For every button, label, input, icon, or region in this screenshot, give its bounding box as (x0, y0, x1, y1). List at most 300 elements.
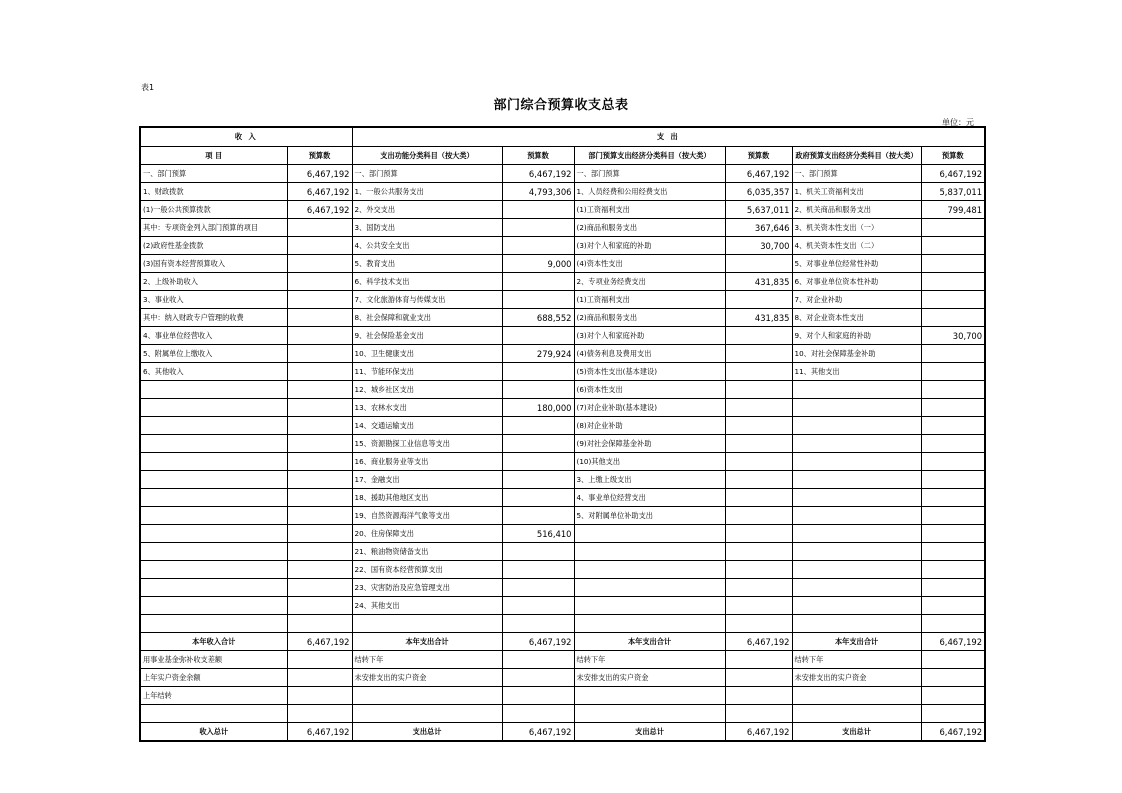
dept-budget-cell (725, 651, 792, 669)
income-group-label: 收 入 (234, 132, 258, 141)
func-item-cell: 10、卫生健康支出 (352, 345, 502, 363)
income-budget-cell: 6,467,192 (287, 201, 352, 219)
table-row (140, 399, 985, 417)
dept-budget-cell (725, 453, 792, 471)
table-row (140, 363, 985, 381)
gov-budget-cell (921, 543, 985, 561)
gov-budget-cell: 30,700 (921, 327, 985, 345)
dept-item-cell (574, 705, 725, 723)
table-row (140, 525, 985, 543)
gov-budget-cell (921, 219, 985, 237)
gov-budget-cell: 799,481 (921, 201, 985, 219)
income-item-cell: 用事业基金弥补收支差额 (140, 651, 287, 669)
dept-item-cell (574, 561, 725, 579)
income-item-cell (140, 705, 287, 723)
func-item-cell: 15、资源勘探工业信息等支出 (352, 435, 502, 453)
table-row (140, 345, 985, 363)
func-item-cell: 22、国有资本经营预算支出 (352, 561, 502, 579)
func-budget-cell: 6,467,192 (502, 633, 574, 651)
table-row (140, 327, 985, 345)
income-budget-cell (287, 399, 352, 417)
income-item-cell (140, 489, 287, 507)
dept-budget-cell (725, 597, 792, 615)
table-number: 表1 (141, 83, 155, 92)
gov-item-cell: 5、对事业单位经常性补助 (792, 255, 921, 273)
func-budget-cell (502, 507, 574, 525)
gov-budget-cell (921, 309, 985, 327)
col-gov-header: 政府预算支出经济分类科目（按大类） (792, 147, 921, 165)
dept-item-cell: 结转下年 (574, 651, 725, 669)
func-budget-cell (502, 435, 574, 453)
gov-budget-cell (921, 255, 985, 273)
func-budget-cell: 9,000 (502, 255, 574, 273)
dept-item-cell: (4)资本性支出 (574, 255, 725, 273)
table-row (140, 453, 985, 471)
column-header-row (140, 147, 985, 165)
table-row (140, 615, 985, 633)
func-item-cell (352, 705, 502, 723)
gov-item-cell (792, 597, 921, 615)
income-budget-cell (287, 669, 352, 687)
dept-item-cell (574, 687, 725, 705)
table-row (140, 651, 985, 669)
func-item-cell: 16、商业服务业等支出 (352, 453, 502, 471)
gov-item-cell (792, 507, 921, 525)
gov-budget-cell (921, 471, 985, 489)
func-budget-cell: 6,467,192 (502, 723, 574, 742)
income-budget-cell (287, 615, 352, 633)
dept-item-cell (574, 525, 725, 543)
expense-group-label: 支 出 (656, 132, 680, 141)
func-budget-cell (502, 651, 574, 669)
func-item-cell: 20、住房保障支出 (352, 525, 502, 543)
income-budget-cell (287, 237, 352, 255)
func-item-cell: 结转下年 (352, 651, 502, 669)
income-budget-cell (287, 561, 352, 579)
dept-item-cell: (2)商品和服务支出 (574, 219, 725, 237)
func-budget-cell (502, 327, 574, 345)
income-group-header (140, 127, 352, 147)
table-row (140, 219, 985, 237)
func-item-cell: 21、粮油物资储备支出 (352, 543, 502, 561)
income-item-cell: 6、其他收入 (140, 363, 287, 381)
dept-item-cell: (1)工资福利支出 (574, 201, 725, 219)
budget-summary-table (139, 126, 986, 742)
col-dept-budget-header: 预算数 (725, 147, 792, 165)
gov-item-cell (792, 579, 921, 597)
table-row (140, 417, 985, 435)
gov-item-cell (792, 417, 921, 435)
dept-budget-cell (725, 507, 792, 525)
dept-item-cell: 未安排支出的实户资金 (574, 669, 725, 687)
income-item-cell (140, 399, 287, 417)
gov-budget-cell (921, 561, 985, 579)
gov-item-cell: 结转下年 (792, 651, 921, 669)
income-item-cell (140, 597, 287, 615)
income-budget-cell (287, 687, 352, 705)
dept-budget-cell (725, 471, 792, 489)
func-budget-cell (502, 363, 574, 381)
gov-budget-cell: 6,467,192 (921, 165, 985, 183)
table-row (140, 669, 985, 687)
gov-item-cell (792, 435, 921, 453)
gov-budget-cell (921, 291, 985, 309)
income-budget-cell (287, 291, 352, 309)
dept-item-cell: (3)对个人和家庭的补助 (574, 237, 725, 255)
func-item-cell: 未安排支出的实户资金 (352, 669, 502, 687)
func-budget-cell (502, 453, 574, 471)
func-budget-cell (502, 615, 574, 633)
func-item-cell: 本年支出合计 (352, 633, 502, 651)
income-budget-cell (287, 489, 352, 507)
dept-item-cell: (6)资本性支出 (574, 381, 725, 399)
gov-budget-cell (921, 453, 985, 471)
table-row (140, 291, 985, 309)
dept-budget-cell (725, 543, 792, 561)
func-budget-cell (502, 687, 574, 705)
income-item-cell: 一、部门预算 (140, 165, 287, 183)
income-budget-cell (287, 453, 352, 471)
income-budget-cell (287, 363, 352, 381)
gov-item-cell: 7、对企业补助 (792, 291, 921, 309)
gov-budget-cell (921, 381, 985, 399)
dept-item-cell: 5、对附属单位补助支出 (574, 507, 725, 525)
income-budget-cell (287, 417, 352, 435)
dept-item-cell: (4)债务利息及费用支出 (574, 345, 725, 363)
dept-item-cell (574, 579, 725, 597)
table-row (140, 471, 985, 489)
gov-budget-cell: 5,837,011 (921, 183, 985, 201)
income-item-cell (140, 453, 287, 471)
table-row (140, 597, 985, 615)
income-item-cell: 4、事业单位经营收入 (140, 327, 287, 345)
table-row (140, 705, 985, 723)
dept-budget-cell: 6,467,192 (725, 723, 792, 742)
gov-item-cell: 未安排支出的实户资金 (792, 669, 921, 687)
dept-budget-cell (725, 417, 792, 435)
dept-item-cell: 2、专项业务经费支出 (574, 273, 725, 291)
gov-budget-cell (921, 579, 985, 597)
dept-item-cell: 4、事业单位经营支出 (574, 489, 725, 507)
func-item-cell: 23、灾害防治及应急管理支出 (352, 579, 502, 597)
func-budget-cell: 180,000 (502, 399, 574, 417)
income-budget-cell: 6,467,192 (287, 165, 352, 183)
func-item-cell: 12、城乡社区支出 (352, 381, 502, 399)
func-item-cell: 6、科学技术支出 (352, 273, 502, 291)
income-item-cell: (1)一般公共预算拨款 (140, 201, 287, 219)
func-item-cell: 1、一般公共服务支出 (352, 183, 502, 201)
func-budget-cell (502, 579, 574, 597)
dept-item-cell: 3、上缴上级支出 (574, 471, 725, 489)
gov-item-cell (792, 705, 921, 723)
income-budget-cell (287, 309, 352, 327)
income-item-cell (140, 435, 287, 453)
income-item-cell: 其中：纳入财政专户管理的收费 (140, 309, 287, 327)
gov-budget-cell (921, 615, 985, 633)
income-item-cell (140, 381, 287, 399)
gov-item-cell: 4、机关资本性支出（二） (792, 237, 921, 255)
dept-item-cell: (7)对企业补助(基本建设) (574, 399, 725, 417)
gov-item-cell: 1、机关工资福利支出 (792, 183, 921, 201)
func-budget-cell (502, 291, 574, 309)
table-row (140, 183, 985, 201)
grand-total-row (140, 723, 985, 742)
gov-budget-cell (921, 345, 985, 363)
income-budget-cell: 6,467,192 (287, 723, 352, 742)
unit-label: 单位：元 (942, 118, 974, 127)
table-row (140, 165, 985, 183)
group-header-row (140, 127, 985, 147)
col-item-header: 项 目 (140, 147, 287, 165)
gov-budget-cell (921, 669, 985, 687)
table-row (140, 543, 985, 561)
gov-item-cell (792, 453, 921, 471)
gov-budget-cell (921, 597, 985, 615)
income-item-cell: 收入总计 (140, 723, 287, 742)
table-row (140, 237, 985, 255)
income-item-cell: 2、上级补助收入 (140, 273, 287, 291)
income-budget-cell (287, 345, 352, 363)
dept-item-cell: 支出总计 (574, 723, 725, 742)
table-row (140, 273, 985, 291)
func-item-cell: 2、外交支出 (352, 201, 502, 219)
gov-item-cell (792, 471, 921, 489)
dept-item-cell (574, 543, 725, 561)
func-budget-cell (502, 543, 574, 561)
table-row (140, 489, 985, 507)
col-func-budget-header: 预算数 (502, 147, 574, 165)
income-budget-cell (287, 327, 352, 345)
gov-item-cell: 3、机关资本性支出（一） (792, 219, 921, 237)
gov-budget-cell (921, 435, 985, 453)
income-budget-cell (287, 525, 352, 543)
income-budget-cell (287, 651, 352, 669)
dept-budget-cell: 6,467,192 (725, 633, 792, 651)
func-item-cell: 17、金融支出 (352, 471, 502, 489)
income-item-cell: (3)国有资本经营预算收入 (140, 255, 287, 273)
gov-item-cell: 8、对企业资本性支出 (792, 309, 921, 327)
gov-budget-cell (921, 237, 985, 255)
dept-budget-cell (725, 435, 792, 453)
table-row (140, 201, 985, 219)
func-budget-cell (502, 705, 574, 723)
func-budget-cell: 6,467,192 (502, 165, 574, 183)
dept-budget-cell (725, 345, 792, 363)
func-budget-cell (502, 471, 574, 489)
income-item-cell: 3、事业收入 (140, 291, 287, 309)
income-item-cell (140, 579, 287, 597)
dept-budget-cell: 431,835 (725, 309, 792, 327)
func-item-cell: 18、援助其他地区支出 (352, 489, 502, 507)
table-row (140, 507, 985, 525)
income-budget-cell (287, 705, 352, 723)
income-item-cell: 本年收入合计 (140, 633, 287, 651)
income-budget-cell: 6,467,192 (287, 633, 352, 651)
gov-budget-cell (921, 363, 985, 381)
gov-item-cell (792, 399, 921, 417)
dept-budget-cell (725, 255, 792, 273)
func-item-cell: 7、文化旅游体育与传媒支出 (352, 291, 502, 309)
func-item-cell: 13、农林水支出 (352, 399, 502, 417)
income-budget-cell (287, 273, 352, 291)
income-item-cell (140, 525, 287, 543)
dept-item-cell: (5)资本性支出(基本建设) (574, 363, 725, 381)
income-item-cell: 上年实户资金余额 (140, 669, 287, 687)
table-row (140, 687, 985, 705)
gov-item-cell: 10、对社会保障基金补助 (792, 345, 921, 363)
func-budget-cell (502, 237, 574, 255)
expense-group-header (352, 127, 985, 147)
func-item-cell: 24、其他支出 (352, 597, 502, 615)
gov-item-cell (792, 687, 921, 705)
gov-item-cell (792, 489, 921, 507)
income-budget-cell (287, 381, 352, 399)
dept-budget-cell (725, 381, 792, 399)
income-item-cell (140, 417, 287, 435)
gov-item-cell: 2、机关商品和服务支出 (792, 201, 921, 219)
income-item-cell (140, 507, 287, 525)
dept-budget-cell: 6,467,192 (725, 165, 792, 183)
dept-item-cell: 一、部门预算 (574, 165, 725, 183)
income-item-cell (140, 543, 287, 561)
dept-budget-cell (725, 399, 792, 417)
dept-item-cell: 1、人员经费和公用经费支出 (574, 183, 725, 201)
func-budget-cell (502, 669, 574, 687)
func-item-cell: 4、公共安全支出 (352, 237, 502, 255)
dept-budget-cell: 6,035,357 (725, 183, 792, 201)
dept-budget-cell (725, 687, 792, 705)
page-title: 部门综合预算收支总表 (493, 98, 629, 113)
gov-budget-cell (921, 489, 985, 507)
dept-budget-cell (725, 489, 792, 507)
dept-item-cell: (3)对个人和家庭补助 (574, 327, 725, 345)
dept-budget-cell (725, 327, 792, 345)
gov-item-cell: 11、其他支出 (792, 363, 921, 381)
dept-budget-cell (725, 561, 792, 579)
func-item-cell: 19、自然资源海洋气象等支出 (352, 507, 502, 525)
dept-budget-cell: 5,637,011 (725, 201, 792, 219)
income-item-cell (140, 615, 287, 633)
table-row (140, 255, 985, 273)
func-budget-cell (502, 273, 574, 291)
func-budget-cell: 279,924 (502, 345, 574, 363)
gov-budget-cell (921, 273, 985, 291)
gov-item-cell (792, 561, 921, 579)
dept-budget-cell (725, 363, 792, 381)
gov-item-cell: 支出总计 (792, 723, 921, 742)
income-item-cell (140, 561, 287, 579)
gov-item-cell: 9、对个人和家庭的补助 (792, 327, 921, 345)
func-item-cell: 8、社会保障和就业支出 (352, 309, 502, 327)
dept-item-cell (574, 615, 725, 633)
gov-budget-cell (921, 399, 985, 417)
income-item-cell: 其中：专项资金列入部门预算的项目 (140, 219, 287, 237)
gov-budget-cell (921, 705, 985, 723)
gov-item-cell (792, 543, 921, 561)
income-budget-cell (287, 255, 352, 273)
func-item-cell (352, 615, 502, 633)
gov-budget-cell (921, 417, 985, 435)
dept-budget-cell (725, 525, 792, 543)
income-budget-cell (287, 597, 352, 615)
gov-budget-cell: 6,467,192 (921, 723, 985, 742)
income-item-cell: 5、附属单位上缴收入 (140, 345, 287, 363)
gov-budget-cell (921, 525, 985, 543)
gov-item-cell: 本年支出合计 (792, 633, 921, 651)
func-budget-cell (502, 201, 574, 219)
func-budget-cell: 4,793,306 (502, 183, 574, 201)
col-func-header: 支出功能分类科目（按大类） (352, 147, 502, 165)
income-item-cell: 上年结转 (140, 687, 287, 705)
func-budget-cell (502, 597, 574, 615)
func-item-cell: 一、部门预算 (352, 165, 502, 183)
col-dept-header: 部门预算支出经济分类科目（按大类） (574, 147, 725, 165)
dept-budget-cell: 367,646 (725, 219, 792, 237)
dept-item-cell: (8)对企业补助 (574, 417, 725, 435)
dept-budget-cell (725, 705, 792, 723)
table-row (140, 561, 985, 579)
income-budget-cell (287, 579, 352, 597)
func-item-cell: 11、节能环保支出 (352, 363, 502, 381)
gov-item-cell (792, 381, 921, 399)
income-budget-cell (287, 435, 352, 453)
gov-item-cell: 6、对事业单位资本性补助 (792, 273, 921, 291)
year-total-row (140, 633, 985, 651)
func-item-cell: 支出总计 (352, 723, 502, 742)
dept-budget-cell: 30,700 (725, 237, 792, 255)
gov-budget-cell (921, 651, 985, 669)
gov-budget-cell (921, 507, 985, 525)
col-budget-header: 预算数 (287, 147, 352, 165)
income-budget-cell (287, 471, 352, 489)
gov-item-cell (792, 615, 921, 633)
func-budget-cell (502, 489, 574, 507)
income-budget-cell (287, 507, 352, 525)
table-body (140, 127, 985, 741)
table-row (140, 435, 985, 453)
func-budget-cell (502, 417, 574, 435)
gov-budget-cell (921, 687, 985, 705)
gov-item-cell: 一、部门预算 (792, 165, 921, 183)
dept-item-cell: (9)对社会保障基金补助 (574, 435, 725, 453)
func-budget-cell (502, 219, 574, 237)
func-item-cell (352, 687, 502, 705)
dept-item-cell: 本年支出合计 (574, 633, 725, 651)
income-budget-cell (287, 543, 352, 561)
col-gov-budget-header: 预算数 (921, 147, 985, 165)
dept-budget-cell (725, 669, 792, 687)
func-budget-cell: 688,552 (502, 309, 574, 327)
income-item-cell (140, 471, 287, 489)
func-budget-cell: 516,410 (502, 525, 574, 543)
func-budget-cell (502, 381, 574, 399)
income-budget-cell (287, 219, 352, 237)
dept-budget-cell (725, 579, 792, 597)
dept-budget-cell: 431,835 (725, 273, 792, 291)
table-row (140, 381, 985, 399)
income-budget-cell: 6,467,192 (287, 183, 352, 201)
gov-budget-cell: 6,467,192 (921, 633, 985, 651)
income-item-cell: 1、财政拨款 (140, 183, 287, 201)
func-item-cell: 9、社会保险基金支出 (352, 327, 502, 345)
func-item-cell: 14、交通运输支出 (352, 417, 502, 435)
dept-budget-cell (725, 291, 792, 309)
func-budget-cell (502, 561, 574, 579)
dept-budget-cell (725, 615, 792, 633)
gov-item-cell (792, 525, 921, 543)
func-item-cell: 5、教育支出 (352, 255, 502, 273)
func-item-cell: 3、国防支出 (352, 219, 502, 237)
